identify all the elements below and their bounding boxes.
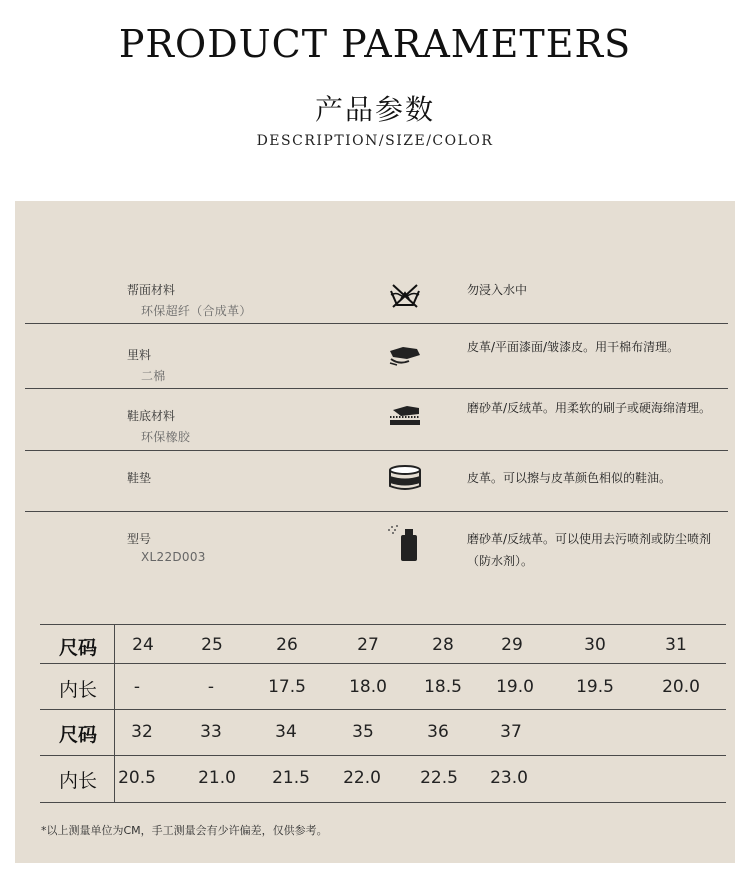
page-title: PRODUCT PARAMETERS — [118, 22, 632, 66]
size-cell: 27 — [357, 635, 379, 655]
param-value-sole: 环保橡胶 — [141, 430, 191, 444]
care-text-1: 勿浸入水中 — [467, 283, 528, 297]
size-cell: 36 — [427, 722, 449, 742]
size-cell: 26 — [276, 635, 298, 655]
length-cell: 21.0 — [198, 768, 236, 788]
size-cell: 29 — [501, 635, 523, 655]
param-label-lining: 里料 — [127, 348, 152, 362]
wipe-cloth-icon — [387, 339, 423, 369]
divider — [40, 709, 726, 710]
param-label-insole: 鞋垫 — [127, 471, 152, 485]
divider — [25, 388, 728, 389]
divider — [25, 450, 728, 451]
divider — [40, 755, 726, 756]
param-label-model: 型号 — [127, 532, 152, 546]
page-subtitle: 产品参数 — [314, 93, 435, 126]
length-cell: 19.5 — [576, 677, 614, 697]
length-cell: 20.0 — [662, 677, 700, 697]
size-cell: 35 — [352, 722, 374, 742]
divider — [25, 323, 728, 324]
care-text-4: 皮革。可以擦与皮革颜色相似的鞋油。 — [467, 471, 672, 485]
param-value-lining: 二棉 — [141, 369, 166, 383]
size-cell: 28 — [432, 635, 454, 655]
page-description: DESCRIPTION/SIZE/COLOR — [256, 133, 494, 149]
parameters-panel — [15, 201, 735, 863]
care-text-5: 磨砂革/反绒革。可以使用去污喷剂或防尘喷剂（防水剂）。 — [467, 532, 712, 568]
size-header-1: 尺码 — [59, 637, 98, 659]
param-value-model: XL22D003 — [141, 550, 206, 564]
size-cell: 31 — [665, 635, 687, 655]
size-cell: 33 — [200, 722, 222, 742]
no-soak-icon — [387, 279, 423, 309]
length-cell: 22.0 — [343, 768, 381, 788]
length-cell: 20.5 — [118, 768, 156, 788]
size-cell: 25 — [201, 635, 223, 655]
brush-icon — [387, 400, 423, 430]
divider — [40, 624, 726, 625]
size-cell: 37 — [500, 722, 522, 742]
param-label-upper: 帮面材料 — [127, 283, 176, 297]
care-text-3: 磨砂革/反绒革。用柔软的刷子或硬海绵清理。 — [467, 401, 712, 415]
param-value-upper: 环保超纤（合成革） — [141, 304, 252, 318]
length-cell: 18.0 — [349, 677, 387, 697]
size-cell: 32 — [131, 722, 153, 742]
length-cell: 23.0 — [490, 768, 528, 788]
care-text-2: 皮革/平面漆面/皱漆皮。用干棉布清理。 — [467, 340, 680, 354]
length-header-2: 内长 — [59, 770, 98, 792]
divider — [40, 802, 726, 803]
length-cell: - — [133, 677, 141, 697]
length-cell: - — [207, 677, 215, 697]
length-cell: 18.5 — [424, 677, 462, 697]
length-header-1: 内长 — [59, 679, 98, 701]
divider — [40, 663, 726, 664]
size-cell: 34 — [275, 722, 297, 742]
shoe-polish-icon — [387, 463, 423, 493]
length-cell: 21.5 — [272, 768, 310, 788]
size-cell: 30 — [584, 635, 606, 655]
param-label-sole: 鞋底材料 — [127, 409, 176, 423]
size-header-2: 尺码 — [59, 724, 98, 746]
spray-can-icon — [387, 521, 423, 563]
length-cell: 19.0 — [496, 677, 534, 697]
length-cell: 22.5 — [420, 768, 458, 788]
footnote: *以上测量单位为CM，手工测量会有少许偏差，仅供参考。 — [41, 824, 328, 837]
length-cell: 17.5 — [268, 677, 306, 697]
size-cell: 24 — [132, 635, 154, 655]
divider — [25, 511, 728, 512]
